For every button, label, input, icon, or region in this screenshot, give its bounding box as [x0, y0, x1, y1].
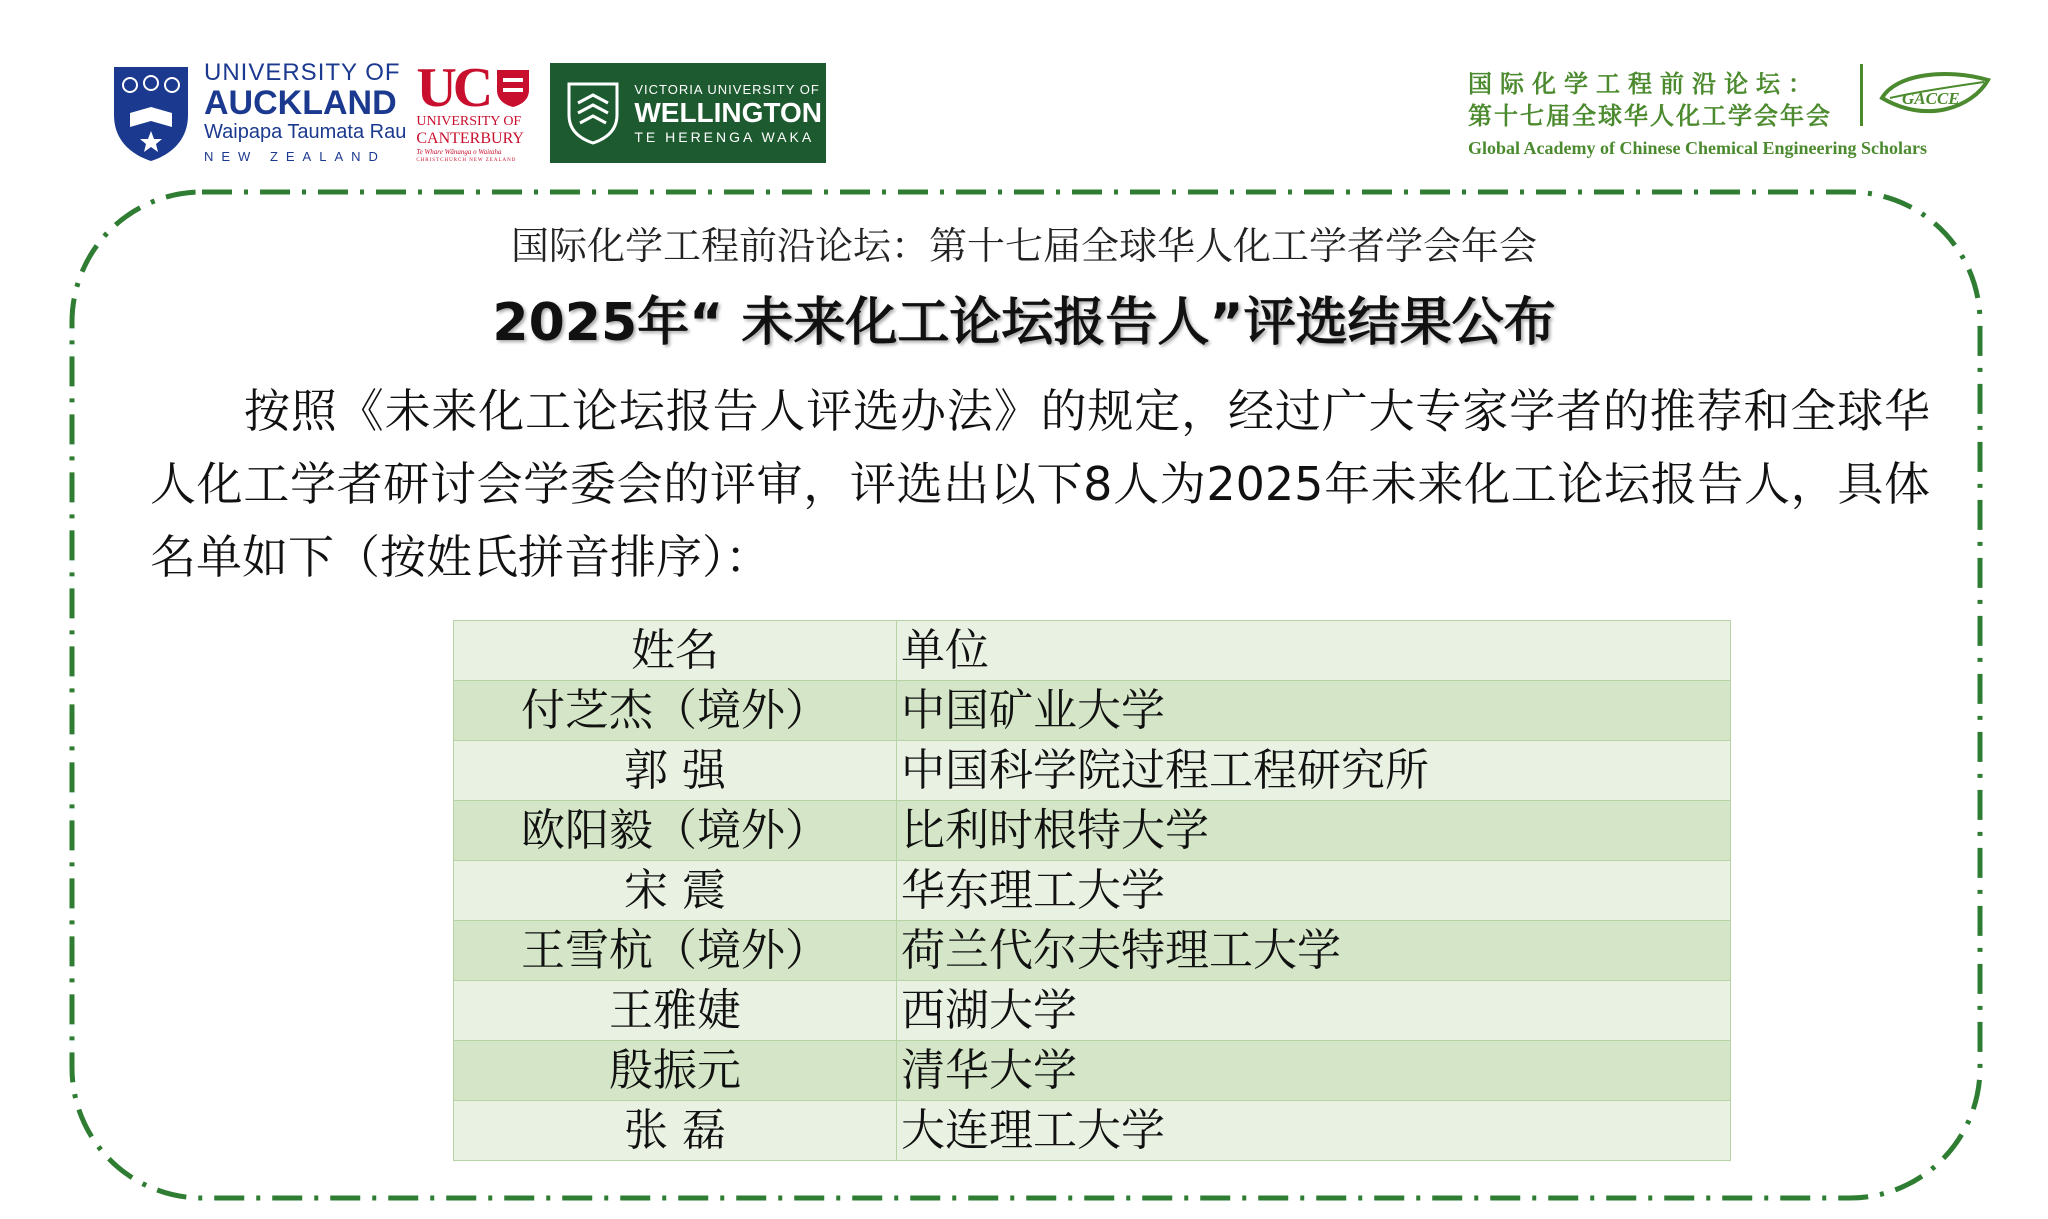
- cell-name: 付芝杰（境外）: [454, 681, 897, 741]
- cell-affiliation: 中国矿业大学: [897, 681, 1731, 741]
- gacce-english-name: Global Academy of Chinese Chemical Engineering Scholars: [1468, 138, 1927, 158]
- gacce-branding: [1468, 58, 2000, 164]
- uc-crest-icon: [495, 68, 531, 108]
- cell-affiliation: 西湖大学: [897, 981, 1731, 1041]
- university-of-auckland-logo: [110, 60, 406, 166]
- gacce-divider: [1860, 64, 1863, 126]
- cell-affiliation: 比利时根特大学: [897, 801, 1731, 861]
- uc-mark: UC: [416, 57, 490, 119]
- victoria-university-wellington-logo: [550, 63, 826, 163]
- uoa-line4: NEW ZEALAND: [204, 149, 386, 164]
- gacce-cn-line1: 国际化学工程前沿论坛：: [1468, 70, 1820, 98]
- cell-name: 欧阳毅（境外）: [454, 801, 897, 861]
- notice-title: 2025年“ 未来化工论坛报告人”评选结果公布: [492, 293, 1556, 353]
- cell-affiliation: 清华大学: [897, 1041, 1731, 1101]
- gacce-logo-text: GACCE: [1902, 89, 1960, 108]
- results-table: [453, 620, 1731, 1161]
- table-row: [454, 981, 1731, 1041]
- uc-line3: Te Whare Wānanga o Waitaha: [416, 148, 502, 156]
- cell-name: 殷振元: [454, 1041, 897, 1101]
- university-of-canterbury-logo: [416, 57, 542, 164]
- table-row: [454, 1041, 1731, 1101]
- uoa-line3: Waipapa Taumata Rau: [204, 121, 407, 143]
- partner-logos: [110, 57, 826, 166]
- table-row: [454, 1101, 1731, 1161]
- vuw-line3: TE HERENGA WAKA: [634, 128, 815, 145]
- table-row: [454, 741, 1731, 801]
- header-name: 姓名: [454, 621, 897, 681]
- table-row: [454, 801, 1731, 861]
- cell-name: 王雪杭（境外）: [454, 921, 897, 981]
- gacce-cn-line2: 第十七届全球华人化工学会年会: [1468, 102, 1832, 130]
- header-affiliation: 单位: [897, 621, 1731, 681]
- uc-line2: CANTERBURY: [416, 130, 524, 147]
- uoa-line2: AUCKLAND: [204, 84, 397, 122]
- cell-affiliation: 大连理工大学: [897, 1101, 1731, 1161]
- uoa-crest-icon: [110, 63, 192, 163]
- table-row: [454, 861, 1731, 921]
- cell-affiliation: 中国科学院过程工程研究所: [897, 741, 1731, 801]
- gacce-leaf-logo-icon: [1876, 68, 1994, 126]
- uc-line1: UNIVERSITY OF: [416, 114, 522, 129]
- uoa-line1: UNIVERSITY OF: [204, 59, 401, 86]
- table-row: [454, 921, 1731, 981]
- intro-paragraph: 按照《未来化工论坛报告人评选办法》的规定，经过广大专家学者的推荐和全球华人化工学者研讨会学委会的评审，评选出以下8人为2025年未来化工论坛报告人，具体名单如下（按姓氏拼音排序）：: [150, 384, 1930, 584]
- uc-line4: CHRISTCHURCH NEW ZEALAND: [416, 158, 517, 163]
- table-header-row: [454, 621, 1731, 681]
- cell-name: 郭 强: [454, 741, 897, 801]
- cell-name: 张 磊: [454, 1101, 897, 1161]
- vuw-shield-icon: [566, 81, 620, 145]
- cell-name: 宋 震: [454, 861, 897, 921]
- vuw-line1: VICTORIA UNIVERSITY OF: [634, 81, 820, 97]
- cell-affiliation: 荷兰代尔夫特理工大学: [897, 921, 1731, 981]
- notice-subtitle: 国际化学工程前沿论坛：第十七届全球华人化工学者学会年会: [510, 224, 1537, 268]
- vuw-line2: WELLINGTON: [634, 96, 823, 128]
- table-row: [454, 681, 1731, 741]
- cell-name: 王雅婕: [454, 981, 897, 1041]
- cell-affiliation: 华东理工大学: [897, 861, 1731, 921]
